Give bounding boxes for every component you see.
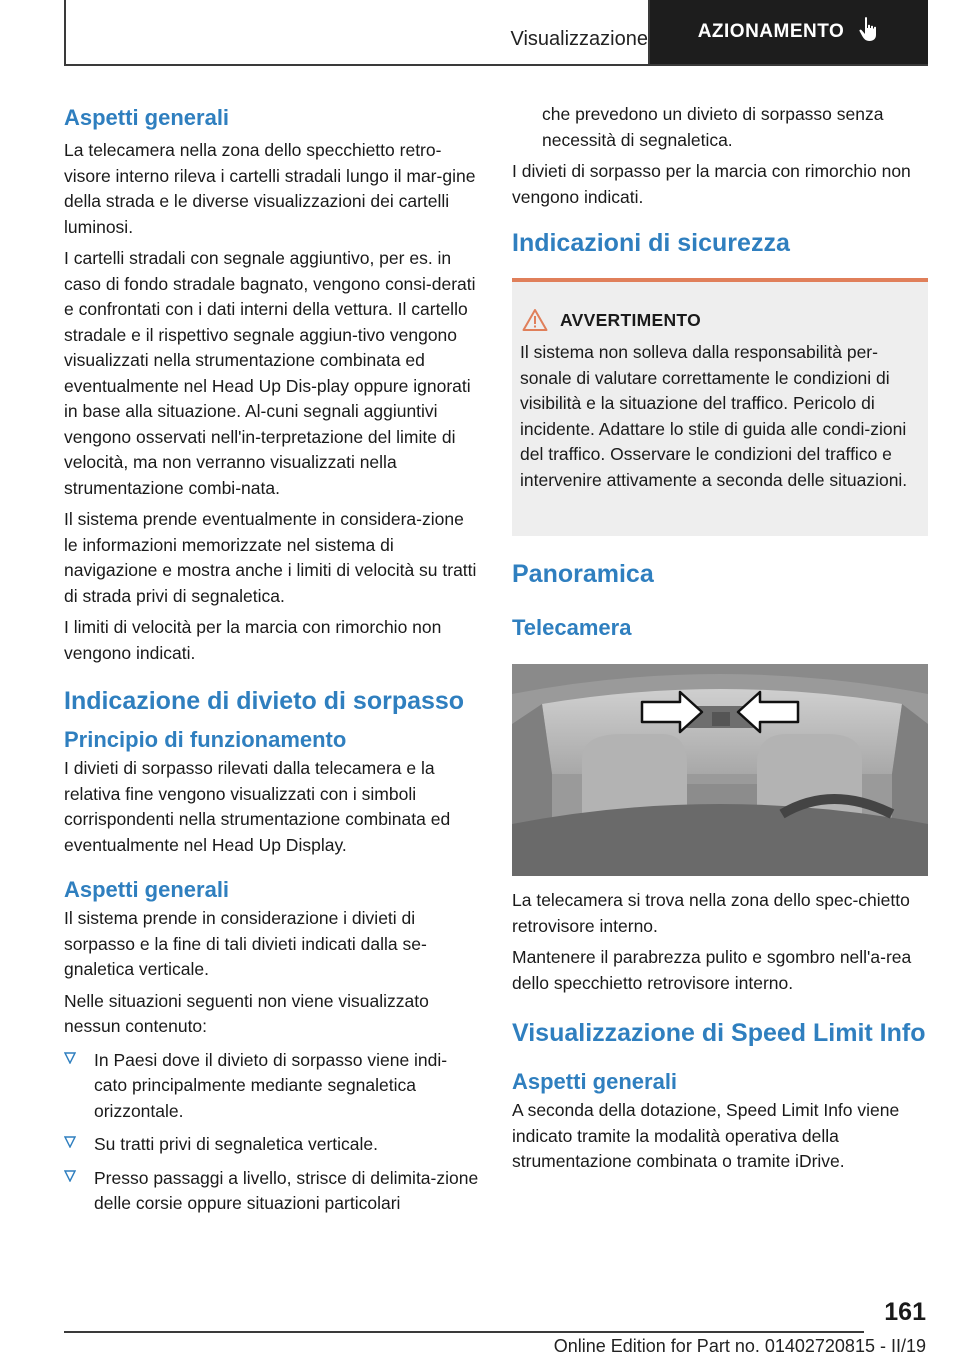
footer-rule	[64, 1331, 864, 1333]
right-column-top	[512, 100, 928, 258]
heading-telecamera: Telecamera	[512, 615, 632, 640]
header-chapter-tab	[650, 0, 928, 64]
right-column-bottom	[512, 888, 928, 1175]
header-divider-left	[64, 0, 66, 66]
heading-aspetti-generali-3: Aspetti generali	[512, 1069, 678, 1094]
paragraph: Il sistema prende in considerazione i divieti di sorpasso e la fine di tali divieti indicati dalla se-gnaletica verticale.	[64, 908, 427, 979]
triangle-bullet-icon	[64, 1132, 94, 1153]
heading-panoramica: Panoramica	[512, 560, 654, 588]
paragraph: Il sistema prende eventualmente in considera-zione le informazioni memorizzate nel sistema di navigazione e mostra anche i limiti di velocità su tratti di strada privi di segnaletica.	[64, 509, 477, 606]
list-item-text: Presso passaggi a livello, strisce di delimita-zione delle corsie oppure situazioni particolari	[94, 1167, 479, 1213]
header-section-title: Visualizzazione	[510, 28, 648, 50]
header-rule	[64, 64, 928, 66]
list-item-text: Su tratti privi di segnaletica verticale.	[94, 1134, 379, 1154]
warning-title: AVVERTIMENTO	[560, 310, 702, 330]
paragraph: Mantenere il parabrezza pulito e sgombro nell'a-rea dello specchietto retrovisore interno.	[512, 947, 912, 993]
paragraph: I divieti di sorpasso rilevati dalla telecamera e la relativa fine vengono visualizzati con i simboli corrispondenti nella strumentazione combinata ed eventualmente nel Head Up Display.	[64, 758, 451, 855]
left-column	[64, 100, 480, 1217]
paragraph: I cartelli stradali con segnale aggiuntivo, per es. in caso di fondo stradale bagnato, vengono consi-derati e confrontati con i dati interni della vettura. Il cartello stradale e il rispettivo segnale aggiun-tivo vengono visualizzati nella strumentazione combinata ed eventualmente nel Head Up Dis-play oppure ignorati in base alla situazione. Al-cuni segnali aggiuntivi vengono osservati nell'in-terpretazione del limite di velocità, ma non verranno visualizzati nella strumentazione combi-nata.	[64, 248, 476, 498]
heading-principio-funzionamento: Principio di funzionamento	[64, 727, 347, 752]
list-item-text: In Paesi dove il divieto di sorpasso viene indi-cato principalmente mediante segnaletica orizzontale.	[94, 1049, 448, 1121]
hand-pointer-icon	[858, 16, 880, 48]
footer-edition: Online Edition for Part no. 01402720815 - II/19	[553, 1336, 926, 1356]
list-item	[64, 1166, 480, 1217]
heading-aspetti-generali: Aspetti generali	[64, 105, 230, 130]
paragraph: I divieti di sorpasso per la marcia con rimorchio non vengono indicati.	[512, 161, 911, 207]
page-number: 161	[884, 1298, 926, 1326]
paragraph: La telecamera nella zona dello specchietto retro-visore interno rileva i cartelli stradali lungo il mar-gine della strada e le diverse visualizzazioni dei cartelli luminosi.	[64, 140, 476, 237]
paragraph: Nelle situazioni seguenti non viene visualizzato nessun contenuto:	[64, 990, 429, 1036]
list-item	[64, 1132, 480, 1158]
triangle-bullet-icon	[64, 1166, 94, 1187]
paragraph: I limiti di velocità per la marcia con rimorchio non vengono indicati.	[64, 617, 442, 663]
warning-triangle-icon	[522, 308, 548, 332]
heading-aspetti-generali-2: Aspetti generali	[64, 877, 230, 902]
paragraph: La telecamera si trova nella zona dello spec-chietto retrovisore interno.	[512, 890, 910, 936]
list-item-continuation: che prevedono un divieto di sorpasso senza necessità di segnaletica.	[542, 104, 884, 150]
header-chapter-label: AZIONAMENTO	[697, 21, 845, 42]
camera-location-photo	[512, 664, 928, 876]
triangle-bullet-icon	[64, 1048, 94, 1069]
heading-indicazioni-sicurezza: Indicazioni di sicurezza	[512, 229, 790, 257]
paragraph: A seconda della dotazione, Speed Limit Info viene indicato tramite la modalità operativa della strumentazione combinata o tramite iDrive.	[512, 1100, 900, 1171]
warning-box	[512, 278, 928, 536]
warning-text: Il sistema non solleva dalla responsabilità per-sonale di valutare correttamente le condizioni di visibilità e la situazione del traffico. Pericolo di incidente. Adattare lo stile di guida alle condi-zioni del traffico. Osservare le condizioni del traffico e intervenire attivamente a seconda delle situazioni.	[520, 342, 908, 490]
heading-divieto-sorpasso: Indicazione di divieto di sorpasso	[64, 687, 465, 715]
heading-speed-limit-info: Visualizzazione di Speed Limit Info	[512, 1019, 926, 1047]
list-item	[64, 1048, 480, 1125]
